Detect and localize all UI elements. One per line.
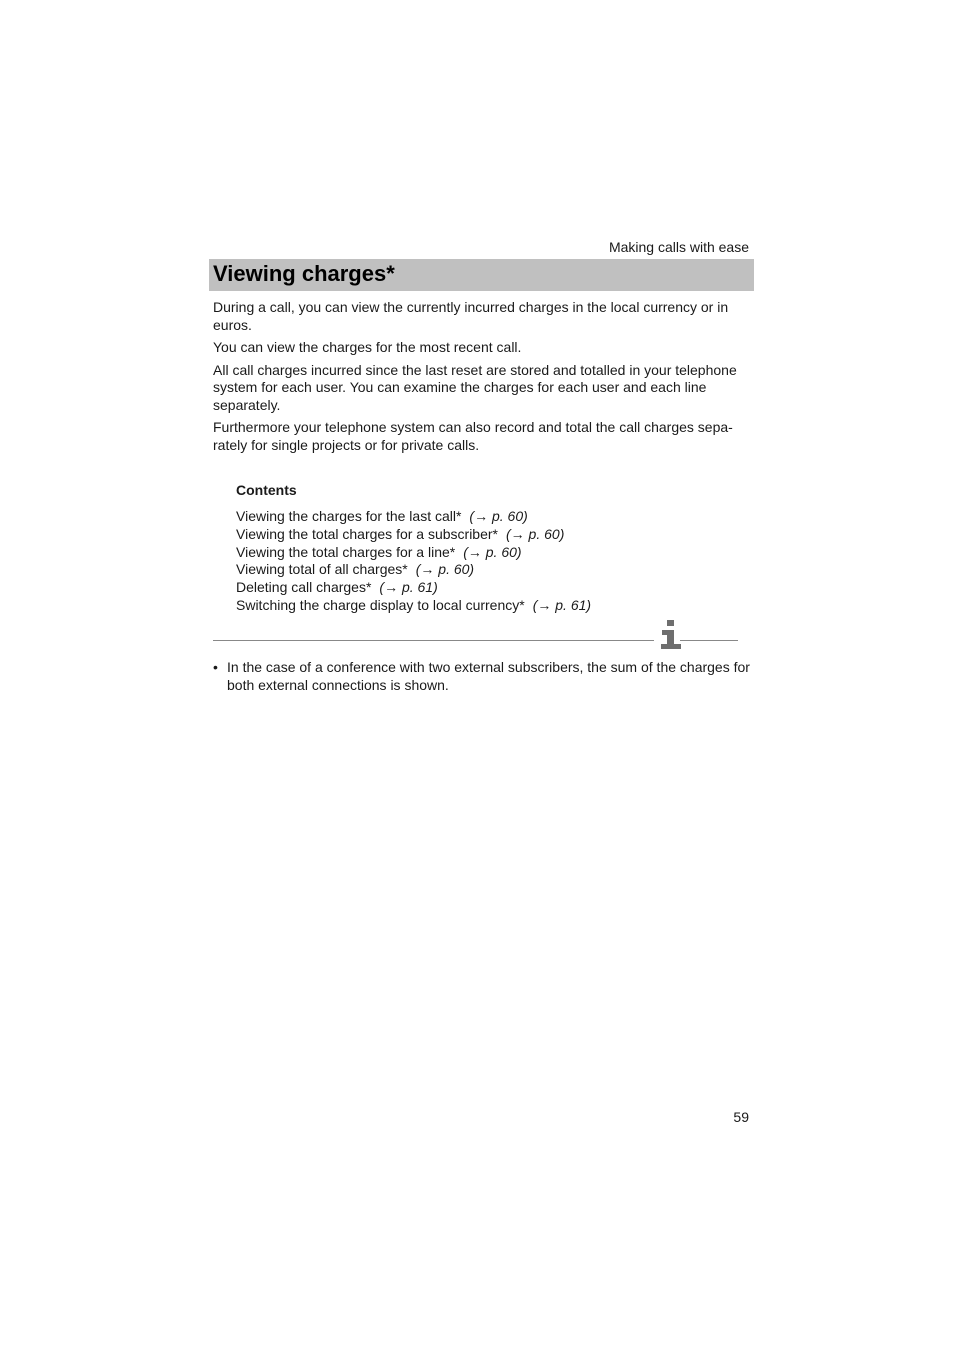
page-reference-link[interactable]: (→ p. 60) [463, 543, 522, 560]
page-number: 59 [733, 1109, 749, 1125]
page-reference-link[interactable]: (→ p. 60) [415, 561, 475, 578]
paragraph: Furthermore your telephone system can also record and total the call charges sepa-rately for single projects or for private calls. [213, 419, 733, 453]
contents-item[interactable] [236, 579, 736, 597]
contents-item-label: Viewing the total charges for a subscriber* [236, 525, 498, 542]
paragraph: During a call, you can view the currently incurred charges in the local currency or in euros. [213, 299, 729, 333]
bullet: • [213, 659, 218, 675]
contents-item-label: Viewing total of all charges* [236, 561, 408, 578]
info-note [213, 659, 753, 694]
contents-item-label: Deleting call charges* [236, 579, 372, 596]
contents-heading: Contents [236, 482, 297, 498]
contents-item[interactable] [236, 561, 736, 579]
contents-item[interactable] [236, 597, 736, 615]
divider-right [680, 640, 738, 641]
note-text: In the case of a conference with two external subscribers, the sum of the charges for both external connections is shown. [227, 659, 750, 693]
info-icon [659, 620, 683, 650]
contents-item-label: Viewing the total charges for a line* [236, 543, 456, 560]
contents-item[interactable] [236, 544, 736, 562]
contents-list [236, 508, 736, 615]
contents-item[interactable] [236, 526, 736, 544]
paragraph: You can view the charges for the most recent call. [213, 339, 522, 355]
page-reference-link[interactable]: (→ p. 60) [506, 525, 565, 542]
section-title-bar [209, 259, 754, 291]
note-list-item [213, 659, 753, 694]
paragraph: All call charges incurred since the last reset are stored and totalled in your telephone system for each user. You can examine the charges for each user and each line separately. [213, 361, 737, 413]
page-reference-link[interactable]: (→ p. 60) [469, 508, 528, 524]
section-title: Viewing charges* [213, 261, 395, 286]
divider-left [213, 640, 654, 641]
running-header: Making calls with ease [608, 239, 749, 255]
page-reference-link[interactable]: (→ p. 61) [532, 596, 592, 613]
contents-box [236, 481, 736, 615]
body-text [213, 299, 753, 459]
contents-item[interactable] [236, 508, 736, 526]
contents-item-label: Switching the charge display to local currency* [236, 596, 525, 613]
page-reference-link[interactable]: (→ p. 61) [379, 579, 438, 596]
contents-item-label: Viewing the charges for the last call* [236, 508, 462, 524]
